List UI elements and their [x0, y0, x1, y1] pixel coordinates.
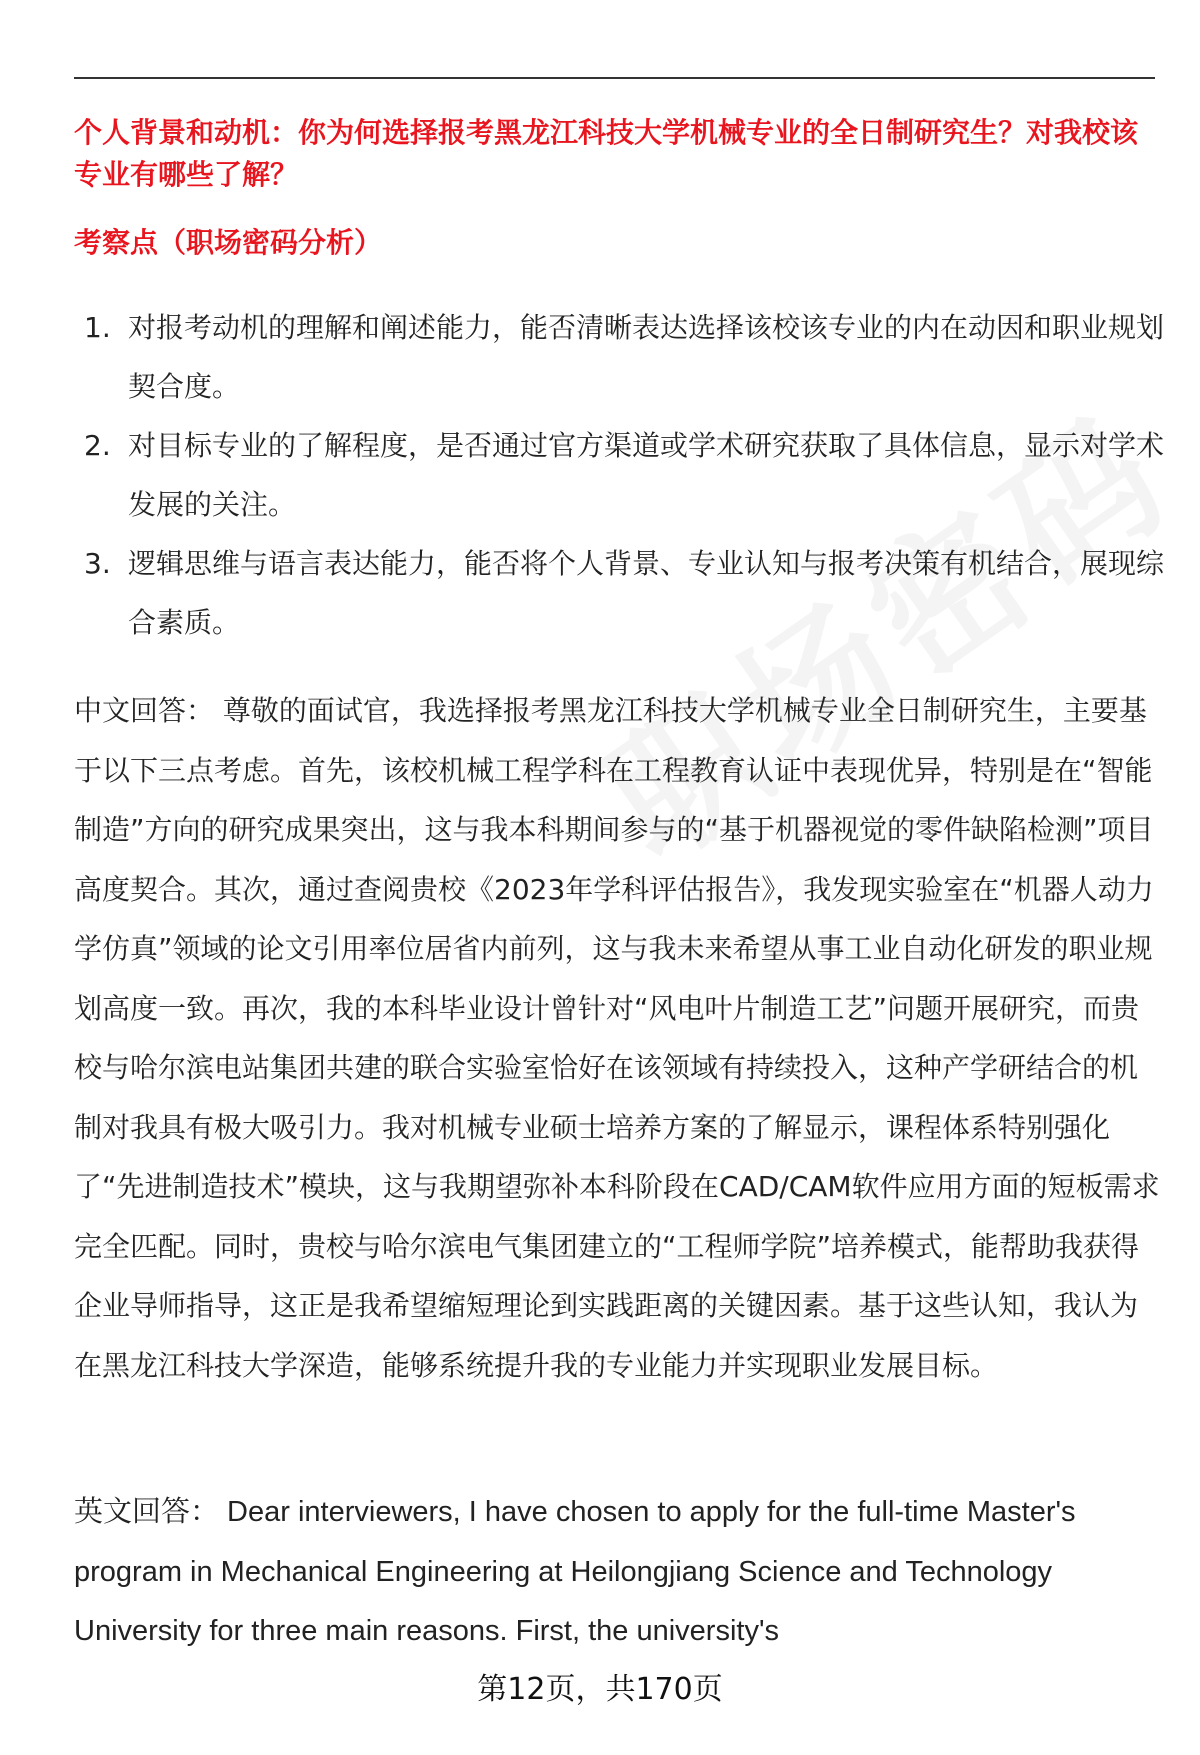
assessment-points-heading: 考察点（职场密码分析） [74, 226, 383, 259]
list-item [74, 416, 1164, 534]
list-item-text: 对目标专业的了解程度，是否通过官方渠道或学术研究获取了具体信息，显示对学术发展的关注。 [128, 429, 1165, 521]
list-item [74, 298, 1164, 416]
list-item-number: 2. [84, 429, 111, 462]
page-number: 第12页，共170页 [477, 1672, 723, 1707]
list-item-text: 对报考动机的理解和阐述能力，能否清晰表达选择该校该专业的内在动因和职业规划契合度。 [128, 311, 1165, 403]
chinese-answer: 中文回答： 尊敬的面试官，我选择报考黑龙江科技大学机械专业全日制研究生，主要基于以下三点考虑。首先，该校机械工程学科在工程教育认证中表现优异，特别是在“智能制造”方向的研究成果突出，这与我本科期间参与的“基于机器视觉的零件缺陷检测”项目高度契合。其次，通过查阅贵校《2023年学科评估报告》，我发现实验室在“机器人动力学仿真”领域的论文引用率位居省内前列，这与我未来希望从事工业自动化研发的职业规划高度一致。再次，我的本科毕业设计曾针对“风电叶片制造工艺”问题开展研究，而贵校与哈尔滨电站集团共建的联合实验室恰好在该领域有持续投入，这种产学研结合的机制对我具有极大吸引力。我对机械专业硕士培养方案的了解显示，课程体系特别强化了“先进制造技术”模块，这与我期望弥补本科阶段在CAD/CAM软件应用方面的短板需求完全匹配。同时，贵校与哈尔滨电气集团建立的“工程师学院”培养模式，能帮助我获得企业导师指导，这正是我希望缩短理论到实践距离的关键因素。基于这些认知，我认为在黑龙江科技大学深造，能够系统提升我的专业能力并实现职业发展目标。 [74, 694, 1160, 1382]
question-heading: 个人背景和动机：你为何选择报考黑龙江科技大学机械专业的全日制研究生？对我校该专业有哪些了解？ [74, 116, 1139, 191]
top-rule [74, 77, 1155, 79]
list-item-number: 1. [84, 311, 111, 344]
assessment-points-list [74, 298, 1164, 652]
list-item [74, 534, 1164, 652]
english-answer: 英文回答： Dear interviewers, I have chosen to apply for the full-time Master's program in Mechanical Engineering at Heilongjiang Science and Technology University for three main reasons. First, the university's [74, 1496, 1076, 1647]
list-item-number: 3. [84, 547, 111, 580]
list-item-text: 逻辑思维与语言表达能力，能否将个人背景、专业认知与报考决策有机结合，展现综合素质。 [128, 547, 1165, 639]
